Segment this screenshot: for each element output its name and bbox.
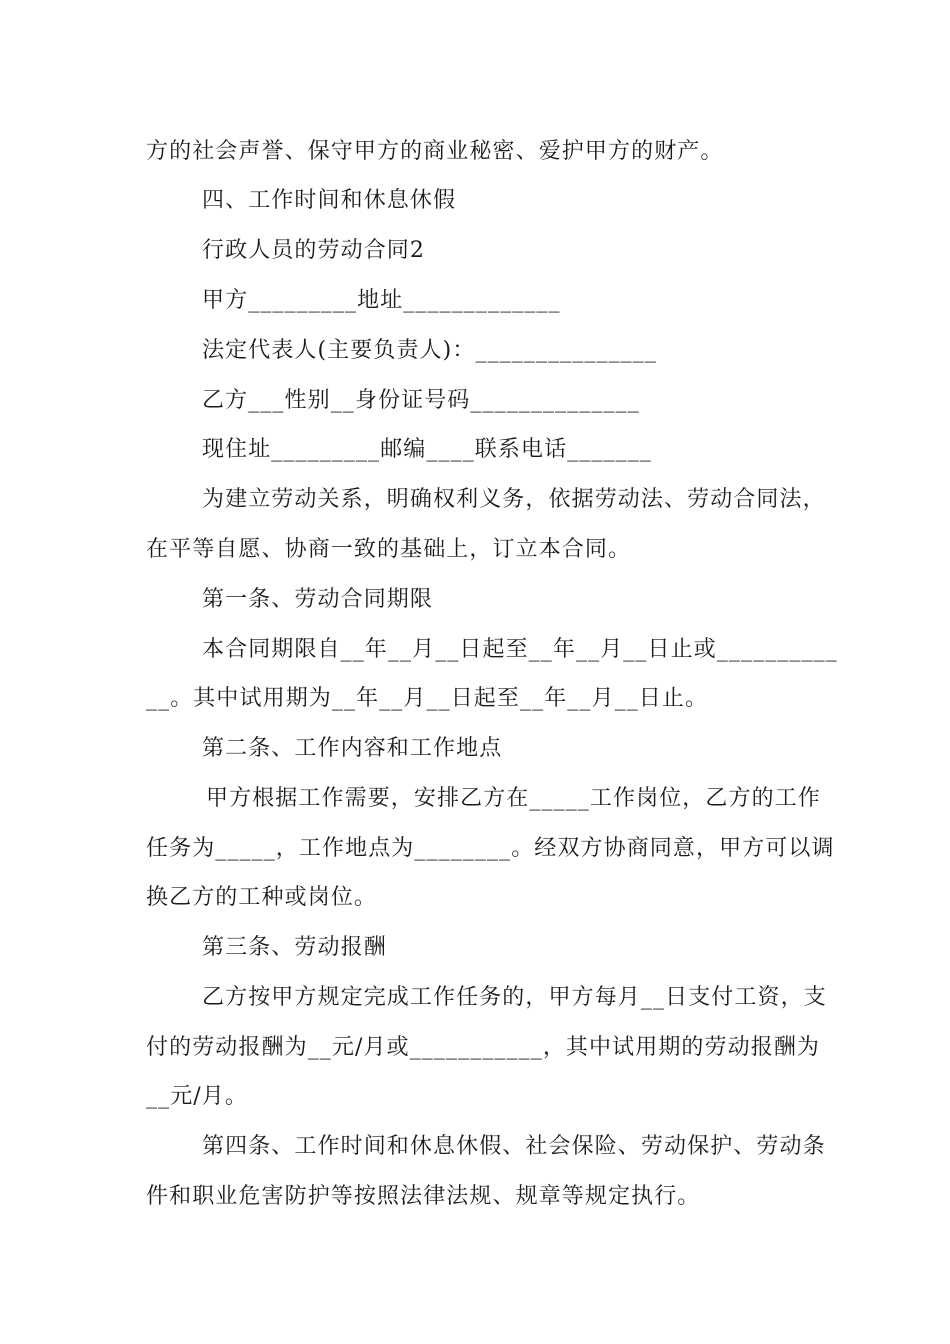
- paragraph-line: 付的劳动报酬为__元/月或___________，其中试用期的劳动报酬为: [146, 1035, 821, 1060]
- article-heading: 第一条、劳动合同期限: [202, 587, 434, 612]
- paragraph-line: 为建立劳动关系，明确权利义务，依据劳动法、劳动合同法，: [202, 487, 826, 512]
- party-a-field: 甲方_________地址_____________: [202, 288, 561, 313]
- paragraph-line: 换乙方的工种或岗位。: [146, 885, 378, 910]
- paragraph-line: 在平等自愿、协商一致的基础上，订立本合同。: [146, 537, 632, 562]
- paragraph-line: 件和职业危害防护等按照法律法规、规章等规定执行。: [146, 1184, 701, 1209]
- paragraph-line: 乙方按甲方规定完成工作任务的，甲方每月__日支付工资，支: [202, 985, 827, 1010]
- address-field: 现住址_________邮编____联系电话_______: [202, 437, 652, 462]
- document-title: 行政人员的劳动合同2: [202, 238, 425, 263]
- paragraph-line: 第四条、工作时间和休息休假、社会保险、劳动保护、劳动条: [202, 1134, 826, 1159]
- legal-representative-field: 法定代表人(主要负责人)：_______________: [202, 338, 657, 363]
- paragraph-line: __元/月。: [146, 1084, 249, 1109]
- paragraph-line: 本合同期限自__年__月__日起至__年__月__日止或__________: [202, 637, 838, 662]
- paragraph-line: __。其中试用期为__年__月__日起至__年__月__日止。: [146, 686, 709, 711]
- paragraph-line: 任务为_____，工作地点为________。经双方协商同意，甲方可以调: [146, 836, 835, 861]
- paragraph-line: 甲方根据工作需要，安排乙方在_____工作岗位，乙方的工作: [206, 786, 821, 811]
- party-b-field: 乙方___性别__身份证号码______________: [202, 388, 640, 413]
- section-heading: 四、工作时间和休息休假: [202, 188, 457, 213]
- article-heading: 第三条、劳动报酬: [202, 935, 387, 960]
- article-heading: 第二条、工作内容和工作地点: [202, 736, 503, 761]
- paragraph-line: 方的社会声誉、保守甲方的商业秘密、爱护甲方的财产。: [146, 139, 724, 164]
